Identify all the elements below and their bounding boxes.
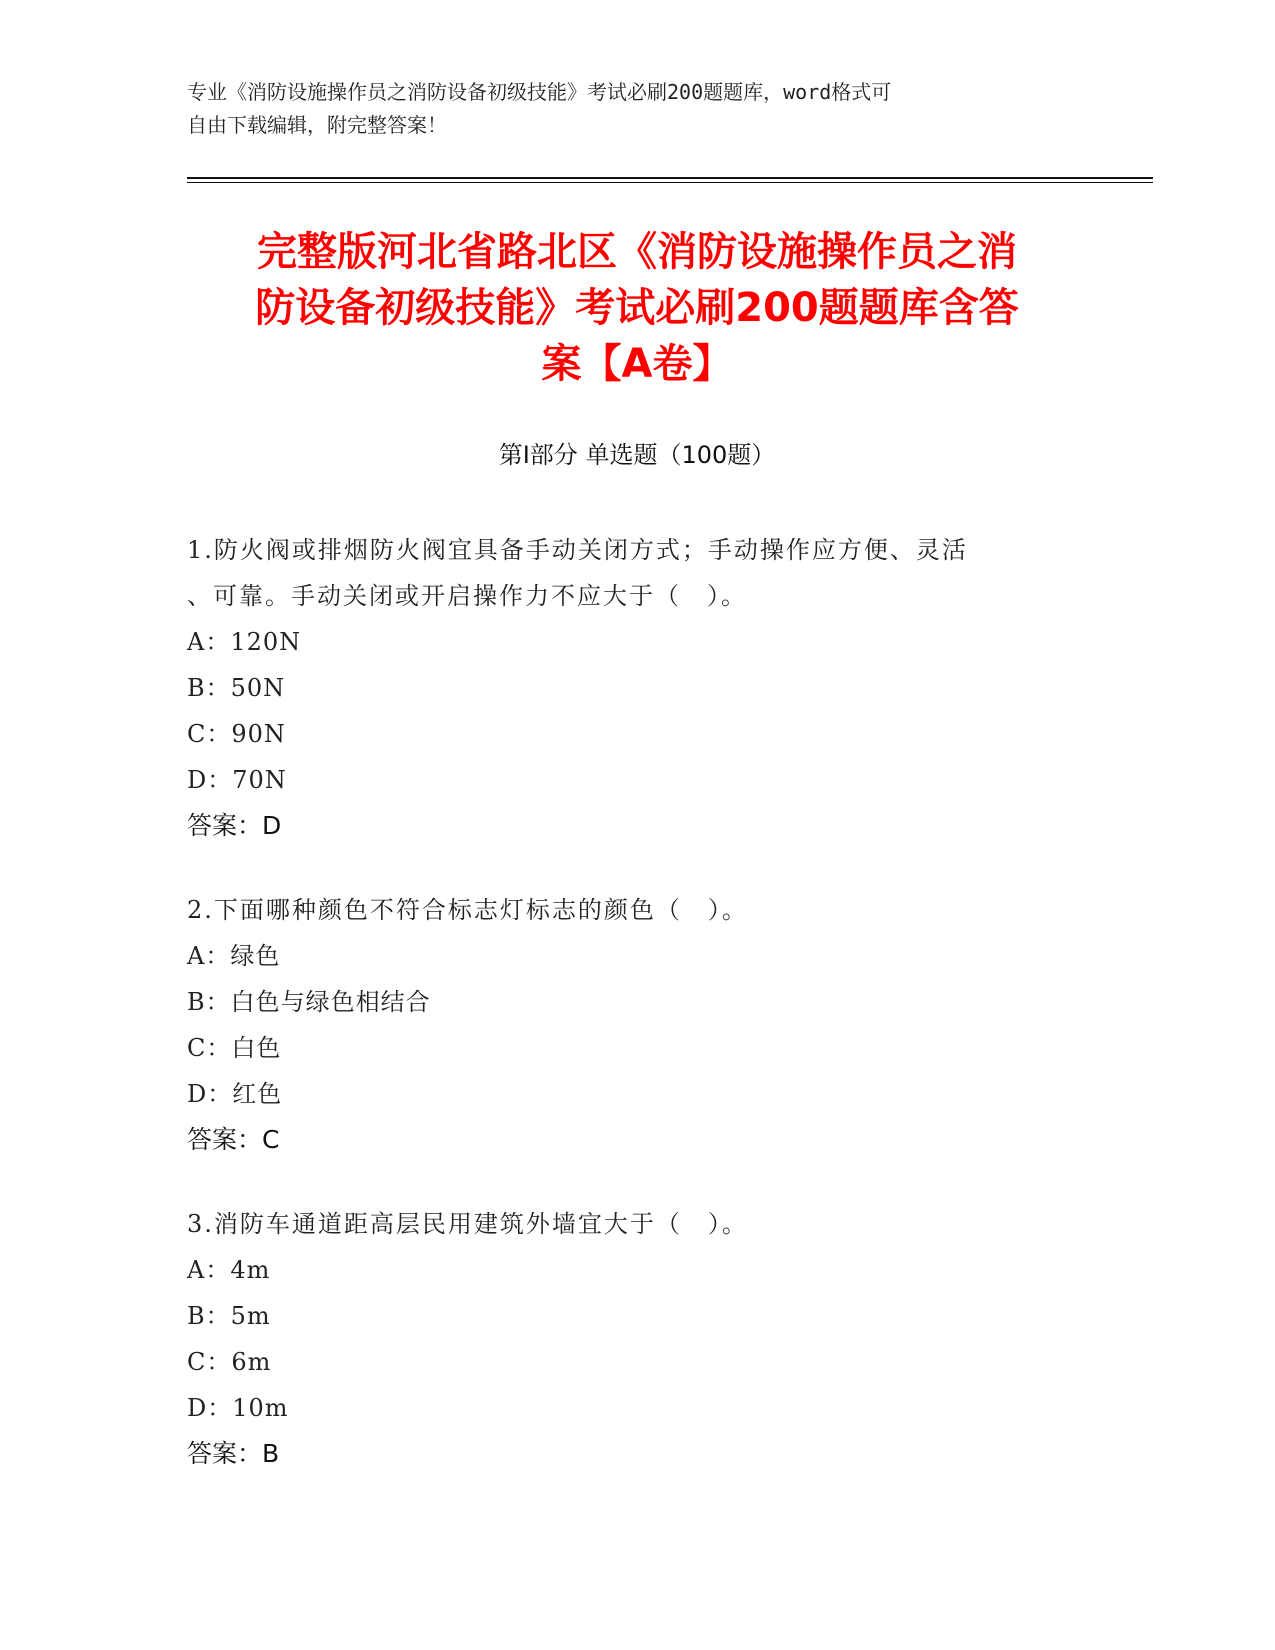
question-stem: 、可靠。手动关闭或开启操作力不应大于（ ）。 bbox=[187, 582, 747, 610]
answer: 答案：B bbox=[187, 1439, 280, 1468]
option-a: A：绿色 bbox=[187, 942, 281, 970]
option-c: C：90N bbox=[187, 720, 286, 748]
option-d: D：10m bbox=[187, 1394, 289, 1422]
header-note-line: 专业《消防设施操作员之消防设备初级技能》考试必刷200题题库，word格式可 bbox=[187, 80, 892, 104]
option-b: B：白色与绿色相结合 bbox=[187, 988, 431, 1016]
header-divider-thick bbox=[187, 177, 1153, 179]
document-title-line: 防设备初级技能》考试必刷200题题库含答 bbox=[255, 285, 1019, 331]
option-c: C：6m bbox=[187, 1348, 272, 1376]
question-stem: 2.下面哪种颜色不符合标志灯标志的颜色（ ）。 bbox=[187, 896, 748, 924]
question-2 bbox=[187, 887, 1067, 1163]
section-title: 第Ⅰ部分 单选题（100题） bbox=[498, 441, 776, 469]
option-d: D：70N bbox=[187, 766, 287, 794]
option-a: A：4m bbox=[187, 1256, 271, 1284]
question-stem: 1.防火阀或排烟防火阀宜具备手动关闭方式；手动操作应方便、灵活 bbox=[187, 536, 968, 564]
document-title bbox=[187, 224, 1087, 392]
answer: 答案：D bbox=[187, 811, 282, 840]
question-3 bbox=[187, 1201, 1067, 1477]
question-list bbox=[187, 527, 1067, 1515]
option-d: D：红色 bbox=[187, 1080, 283, 1108]
header-note-line: 自由下载编辑，附完整答案！ bbox=[187, 113, 447, 137]
question-stem: 3.消防车通道距高层民用建筑外墙宜大于（ ）。 bbox=[187, 1210, 748, 1238]
option-a: A：120N bbox=[187, 628, 302, 656]
answer: 答案：C bbox=[187, 1125, 280, 1154]
header-note bbox=[187, 76, 1067, 142]
option-c: C：白色 bbox=[187, 1034, 282, 1062]
option-b: B：50N bbox=[187, 674, 286, 702]
header-divider-thin bbox=[187, 182, 1153, 183]
document-title-line: 案【A卷】 bbox=[541, 341, 733, 387]
question-1 bbox=[187, 527, 1067, 849]
option-b: B：5m bbox=[187, 1302, 271, 1330]
document-title-line: 完整版河北省路北区《消防设施操作员之消 bbox=[257, 229, 1017, 275]
